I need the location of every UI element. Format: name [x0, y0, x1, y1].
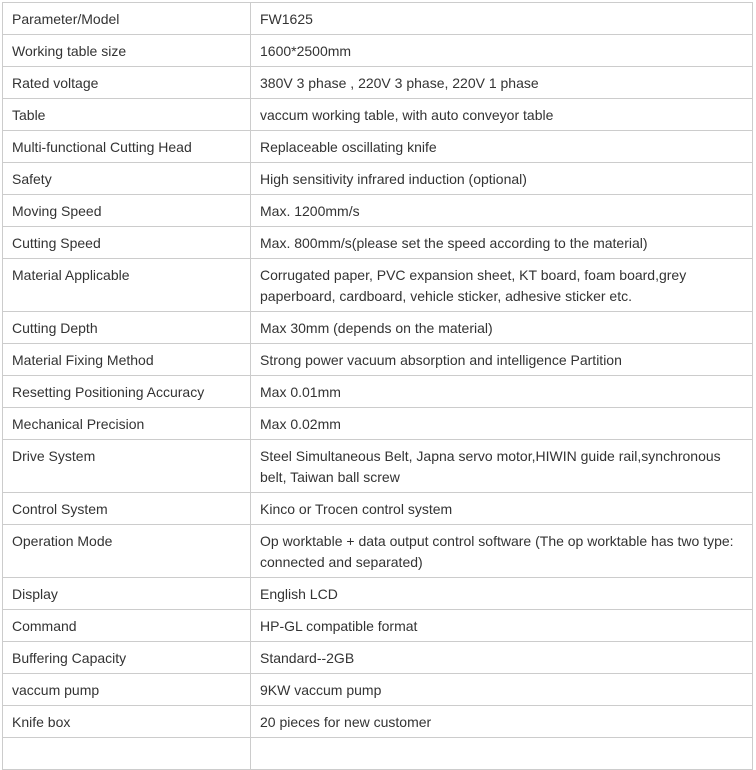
parameter-label: Knife box — [3, 706, 251, 738]
parameter-label: Cutting Speed — [3, 227, 251, 259]
parameter-value: FW1625 — [251, 3, 753, 35]
parameter-label: Material Fixing Method — [3, 344, 251, 376]
parameter-value: High sensitivity infrared induction (optional) — [251, 163, 753, 195]
table-row — [3, 195, 753, 227]
table-row — [3, 163, 753, 195]
table-row — [3, 525, 753, 578]
parameter-value: Replaceable oscillating knife — [251, 131, 753, 163]
parameter-value: Max. 800mm/s(please set the speed according to the material) — [251, 227, 753, 259]
table-row — [3, 227, 753, 259]
table-row — [3, 259, 753, 312]
parameter-value: Op worktable + data output control software (The op worktable has two type: connected and separated) — [251, 525, 753, 578]
parameter-value — [251, 738, 753, 770]
parameter-label: Mechanical Precision — [3, 408, 251, 440]
spec-table — [2, 2, 753, 770]
table-row — [3, 706, 753, 738]
parameter-value: Standard--2GB — [251, 642, 753, 674]
parameter-value: Max 30mm (depends on the material) — [251, 312, 753, 344]
parameter-value: 380V 3 phase , 220V 3 phase, 220V 1 phase — [251, 67, 753, 99]
table-row — [3, 344, 753, 376]
parameter-label: Command — [3, 610, 251, 642]
table-row — [3, 3, 753, 35]
parameter-value: Strong power vacuum absorption and intelligence Partition — [251, 344, 753, 376]
parameter-value: Max 0.01mm — [251, 376, 753, 408]
table-row — [3, 738, 753, 770]
parameter-label — [3, 738, 251, 770]
parameter-label: Multi-functional Cutting Head — [3, 131, 251, 163]
table-row — [3, 408, 753, 440]
parameter-label: Parameter/Model — [3, 3, 251, 35]
parameter-label: Drive System — [3, 440, 251, 493]
table-row — [3, 642, 753, 674]
parameter-value: 20 pieces for new customer — [251, 706, 753, 738]
parameter-label: Safety — [3, 163, 251, 195]
parameter-label: Material Applicable — [3, 259, 251, 312]
table-row — [3, 674, 753, 706]
parameter-value: Max. 1200mm/s — [251, 195, 753, 227]
parameter-value: 1600*2500mm — [251, 35, 753, 67]
table-row — [3, 35, 753, 67]
parameter-value: HP-GL compatible format — [251, 610, 753, 642]
parameter-label: Operation Mode — [3, 525, 251, 578]
parameter-value: 9KW vaccum pump — [251, 674, 753, 706]
table-row — [3, 493, 753, 525]
table-row — [3, 578, 753, 610]
parameter-label: Working table size — [3, 35, 251, 67]
parameter-value: Steel Simultaneous Belt, Japna servo motor,HIWIN guide rail,synchronous belt, Taiwan ball screw — [251, 440, 753, 493]
parameter-label: Cutting Depth — [3, 312, 251, 344]
parameter-label: Buffering Capacity — [3, 642, 251, 674]
parameter-value: Kinco or Trocen control system — [251, 493, 753, 525]
parameter-label: vaccum pump — [3, 674, 251, 706]
parameter-label: Resetting Positioning Accuracy — [3, 376, 251, 408]
parameter-label: Control System — [3, 493, 251, 525]
parameter-value: Corrugated paper, PVC expansion sheet, KT board, foam board,grey paperboard, cardboard, vehicle sticker, adhesive sticker etc. — [251, 259, 753, 312]
parameter-label: Table — [3, 99, 251, 131]
parameter-value: Max 0.02mm — [251, 408, 753, 440]
parameter-value: English LCD — [251, 578, 753, 610]
parameter-label: Display — [3, 578, 251, 610]
table-row — [3, 376, 753, 408]
table-row — [3, 440, 753, 493]
table-row — [3, 99, 753, 131]
table-row — [3, 131, 753, 163]
parameter-label: Rated voltage — [3, 67, 251, 99]
parameter-label: Moving Speed — [3, 195, 251, 227]
table-row — [3, 610, 753, 642]
table-row — [3, 312, 753, 344]
table-row — [3, 67, 753, 99]
parameter-value: vaccum working table, with auto conveyor table — [251, 99, 753, 131]
